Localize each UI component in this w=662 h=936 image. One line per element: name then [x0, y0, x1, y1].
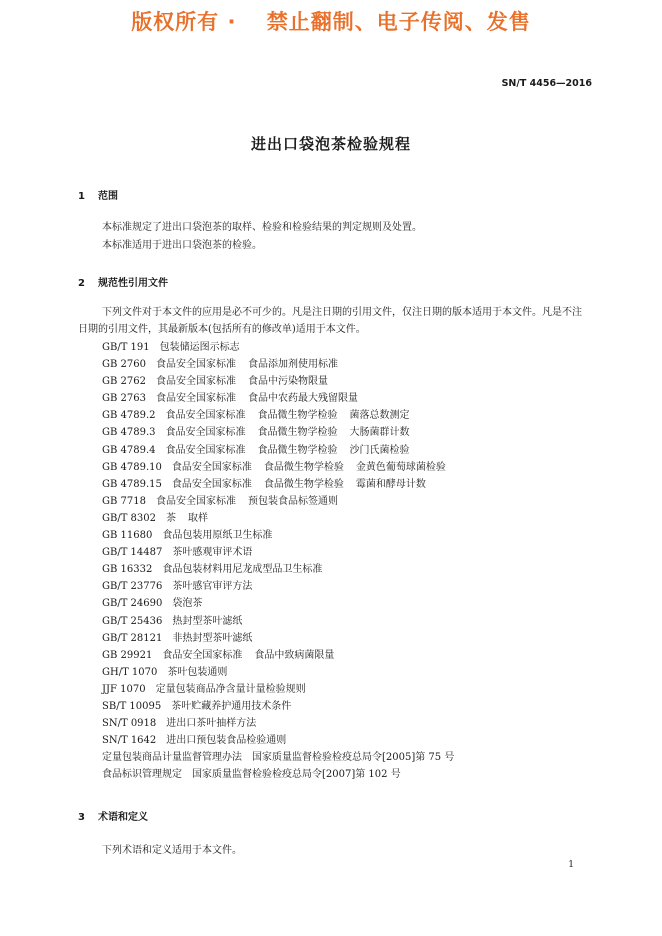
reference-code: GB 4789.4	[102, 444, 156, 456]
section-3-paragraph-1: 下列术语和定义适用于本文件。	[102, 845, 242, 856]
section-title: 规范性引用文件	[98, 278, 168, 289]
reference-code: GB 29921	[102, 649, 153, 661]
reference-title-part: 食品安全国家标准	[165, 444, 246, 456]
reference-title-part: 食品添加剂使用标准	[247, 359, 338, 371]
reference-title-part: 茶叶感官审评方法	[172, 581, 253, 593]
reference-title-part: 食品安全国家标准	[155, 495, 236, 507]
reference-item	[102, 578, 466, 595]
reference-title-part: 食品安全国家标准	[155, 376, 236, 388]
reference-code: SN/T 0918	[102, 718, 157, 730]
reference-title-part: 包装储运图示标志	[159, 342, 240, 353]
reference-code: GB 2760	[102, 359, 146, 371]
reference-item	[102, 493, 466, 510]
section-title: 术语和定义	[98, 812, 148, 823]
reference-title-part: 沙门氏菌检验	[349, 444, 410, 456]
reference-title-part: 进出口茶叶抽样方法	[166, 718, 257, 730]
reference-code: GB/T 8302	[102, 512, 157, 524]
page-number: 1	[568, 860, 574, 870]
reference-title-part: 茶叶贮藏养护通用技术条件	[171, 700, 292, 712]
reference-item	[102, 373, 466, 390]
reference-code: JJF 1070	[102, 683, 146, 695]
section-title: 范围	[98, 191, 118, 202]
reference-title-part: 食品安全国家标准	[171, 478, 252, 490]
reference-title-part: 食品安全国家标准	[171, 461, 252, 473]
reference-title-part: 食品安全国家标准	[155, 393, 236, 405]
reference-code: GB 4789.10	[102, 461, 162, 473]
reference-code: GB 4789.15	[102, 478, 162, 490]
reference-item	[102, 613, 466, 630]
section-number: 1	[78, 191, 85, 202]
reference-code: GB/T 24690	[102, 598, 163, 610]
reference-item	[102, 749, 466, 766]
reference-item	[102, 664, 466, 681]
reference-title-part: 取样	[188, 512, 209, 524]
section-1-paragraph-1: 本标准规定了进出口袋泡茶的取样、检验和检验结果的判定规则及处置。	[102, 222, 422, 233]
reference-code: GB/T 14487	[102, 547, 163, 559]
reference-title-part: 大肠菌群计数	[349, 427, 410, 439]
reference-item	[102, 681, 466, 698]
normative-references-list	[102, 339, 466, 783]
reference-title-part: 食品微生物学检验	[263, 478, 344, 490]
reference-code: 食品标识管理规定	[102, 769, 182, 781]
reference-item	[102, 339, 466, 356]
section-2-heading	[78, 274, 168, 289]
reference-title-part: 食品安全国家标准	[165, 410, 246, 422]
reference-title-part: 非热封型茶叶滤纸	[172, 632, 253, 644]
reference-item	[102, 630, 466, 647]
reference-item	[102, 766, 466, 783]
reference-item	[102, 561, 466, 578]
reference-title-part: 国家质量监督检验检疫总局令[2007]第 102 号	[192, 769, 401, 781]
reference-title-part: 食品微生物学检验	[263, 461, 344, 473]
reference-title-part: 热封型茶叶滤纸	[172, 615, 243, 627]
reference-item	[102, 510, 466, 527]
reference-code: GB/T 23776	[102, 581, 163, 593]
reference-item	[102, 424, 466, 441]
reference-title-part: 食品中致病菌限量	[254, 649, 335, 661]
reference-title-part: 食品微生物学检验	[257, 410, 338, 422]
reference-code: GB 4789.3	[102, 427, 156, 439]
reference-code: GB 11680	[102, 530, 153, 542]
section-2-paragraph-1: 下列文件对于本文件的应用是必不可少的。凡是注日期的引用文件，仅注日期的版本适用于本文件。凡是不注日期的引用文件，其最新版本(包括所有的修改单)适用于本文件。	[78, 307, 582, 335]
reference-item	[102, 390, 466, 407]
reference-title-part: 金黄色葡萄球菌检验	[355, 461, 446, 473]
reference-item	[102, 715, 466, 732]
reference-title-part: 茶叶包装通则	[167, 666, 228, 678]
reference-title-part: 食品微生物学检验	[257, 444, 338, 456]
reference-title-part: 茶叶感观审评术语	[172, 547, 253, 559]
section-number: 2	[78, 278, 85, 289]
section-1-heading	[78, 187, 118, 202]
reference-title-part: 食品安全国家标准	[165, 427, 246, 439]
standard-code: SN/T 4456—2016	[501, 78, 592, 89]
reference-title-part: 食品中污染物限量	[247, 376, 328, 388]
reference-code: GB 7718	[102, 495, 146, 507]
reference-code: GB/T 28121	[102, 632, 163, 644]
reference-title-part: 定量包装商品净含量计量检验规则	[155, 683, 306, 695]
reference-code: GB/T 25436	[102, 615, 163, 627]
reference-item	[102, 732, 466, 749]
reference-title-part: 茶	[166, 512, 177, 524]
reference-code: GB 2762	[102, 376, 146, 388]
reference-item	[102, 698, 466, 715]
reference-code: GH/T 1070	[102, 666, 158, 678]
reference-item	[102, 527, 466, 544]
reference-item	[102, 595, 466, 612]
reference-code: GB/T 191	[102, 342, 150, 353]
reference-title-part: 食品微生物学检验	[257, 427, 338, 439]
reference-code: SN/T 1642	[102, 735, 157, 747]
reference-title-part: 食品安全国家标准	[155, 359, 236, 371]
reference-title-part: 食品包装用原纸卫生标准	[162, 530, 273, 542]
reference-code: GB 2763	[102, 393, 146, 405]
reference-title-part: 食品包装材料用尼龙成型品卫生标准	[162, 564, 323, 576]
reference-code: SB/T 10095	[102, 700, 162, 712]
section-3-heading	[78, 808, 148, 823]
reference-item	[102, 356, 466, 373]
reference-item	[102, 647, 466, 664]
copyright-watermark: 版权所有 · 禁止翻制、电子传阅、发售	[131, 10, 531, 34]
reference-code: 定量包装商品计量监督管理办法	[102, 752, 242, 764]
reference-title-part: 食品中农药最大残留限量	[247, 393, 358, 405]
reference-title-part: 菌落总数测定	[349, 410, 410, 422]
reference-item	[102, 407, 466, 424]
reference-item	[102, 459, 466, 476]
reference-item	[102, 442, 466, 459]
reference-title-part: 霉菌和酵母计数	[355, 478, 426, 490]
document-title: 进出口袋泡茶检验规程	[250, 135, 411, 153]
reference-code: GB 16332	[102, 564, 153, 576]
reference-title-part: 袋泡茶	[172, 598, 203, 610]
reference-item	[102, 544, 466, 561]
section-number: 3	[78, 812, 85, 823]
section-1-paragraph-2: 本标准适用于进出口袋泡茶的检验。	[102, 240, 262, 251]
reference-title-part: 食品安全国家标准	[162, 649, 243, 661]
reference-title-part: 国家质量监督检验检疫总局令[2005]第 75 号	[252, 752, 455, 764]
reference-title-part: 预包装食品标签通则	[247, 495, 338, 507]
reference-code: GB 4789.2	[102, 410, 156, 422]
reference-item	[102, 476, 466, 493]
reference-title-part: 进出口预包装食品检验通则	[166, 735, 287, 747]
